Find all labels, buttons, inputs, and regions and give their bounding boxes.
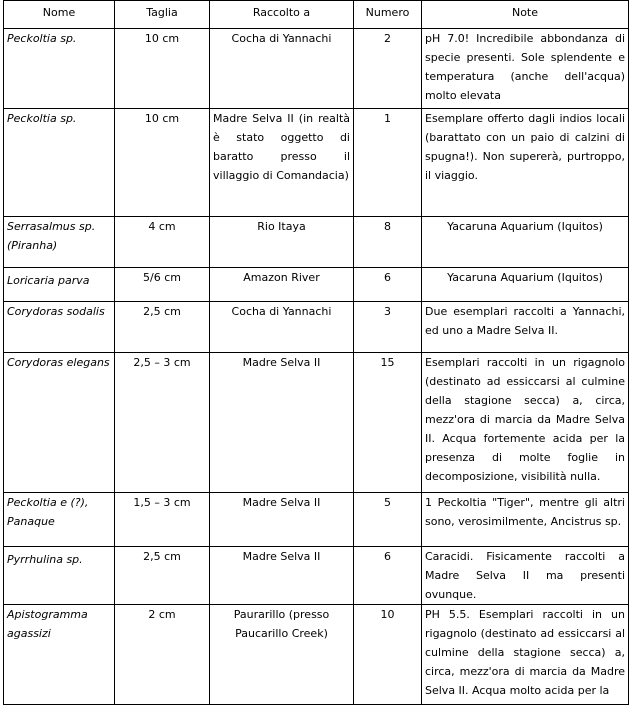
cell-nome: Peckoltia sp. xyxy=(4,29,115,109)
cell-raccolto: Cocha di Yannachi xyxy=(210,302,354,353)
cell-nome: Corydoras sodalis xyxy=(4,302,115,353)
table-row xyxy=(4,268,629,302)
cell-numero: 6 xyxy=(354,547,422,605)
cell-note: 1 Peckoltia "Tiger", mentre gli altri sono, verosimilmente, Ancistrus sp. xyxy=(422,493,629,547)
cell-raccolto: Madre Selva II xyxy=(210,493,354,547)
cell-taglia: 10 cm xyxy=(115,109,210,217)
table-row xyxy=(4,547,629,605)
header-raccolto: Raccolto a xyxy=(210,1,354,29)
cell-note: PH 5.5. Esemplari raccolti in un rigagnolo (destinato ad essiccarsi al culmine della stagione secca) a, circa, mezz'ora di marcia da Madre Selva II. Acqua molto acida per la xyxy=(422,605,629,705)
header-note: Note xyxy=(422,1,629,29)
cell-numero: 15 xyxy=(354,353,422,493)
fish-table xyxy=(3,0,629,705)
cell-numero: 1 xyxy=(354,109,422,217)
cell-taglia: 2,5 cm xyxy=(115,302,210,353)
header-nome: Nome xyxy=(4,1,115,29)
cell-nome: Peckoltia sp. xyxy=(4,109,115,217)
cell-numero: 5 xyxy=(354,493,422,547)
table-row xyxy=(4,353,629,493)
cell-note: Due esemplari raccolti a Yannachi, ed uno a Madre Selva II. xyxy=(422,302,629,353)
cell-raccolto: Paurarillo (presso Paucarillo Creek) xyxy=(210,605,354,705)
cell-numero: 10 xyxy=(354,605,422,705)
cell-taglia: 1,5 – 3 cm xyxy=(115,493,210,547)
cell-numero: 2 xyxy=(354,29,422,109)
table-row xyxy=(4,493,629,547)
table-row xyxy=(4,29,629,109)
cell-note: Esemplari raccolti in un rigagnolo (destinato ad essiccarsi al culmine della stagione secca) a, circa, mezz'ora di marcia da Madre Selva II. Acqua fortemente acida per la presenza di molte foglie in decomposizione, visibilità nulla. xyxy=(422,353,629,493)
cell-raccolto: Madre Selva II (in realtà è stato oggetto di baratto presso il villaggio di Comandacia) xyxy=(210,109,354,217)
cell-numero: 6 xyxy=(354,268,422,302)
cell-raccolto: Rio Itaya xyxy=(210,217,354,268)
cell-nome: Apistogramma agassizi xyxy=(4,605,115,705)
table-row xyxy=(4,109,629,217)
cell-taglia: 2,5 cm xyxy=(115,547,210,605)
cell-raccolto: Madre Selva II xyxy=(210,353,354,493)
header-row xyxy=(4,1,629,29)
cell-taglia: 5/6 cm xyxy=(115,268,210,302)
cell-nome: Serrasalmus sp. (Piranha) xyxy=(4,217,115,268)
cell-note: Caracidi. Fisicamente raccolti a Madre Selva II ma presenti ovunque. xyxy=(422,547,629,605)
cell-raccolto: Cocha di Yannachi xyxy=(210,29,354,109)
cell-note: Esemplare offerto dagli indios locali (barattato con un paio di calzini di spugna!). Non supererà, purtroppo, il viaggio. xyxy=(422,109,629,217)
table-row xyxy=(4,605,629,705)
cell-nome: Pyrrhulina sp. xyxy=(4,547,115,605)
table-row xyxy=(4,217,629,268)
cell-taglia: 2,5 – 3 cm xyxy=(115,353,210,493)
cell-taglia: 10 cm xyxy=(115,29,210,109)
cell-note: Yacaruna Aquarium (Iquitos) xyxy=(422,217,629,268)
header-numero: Numero xyxy=(354,1,422,29)
cell-nome: Corydoras elegans xyxy=(4,353,115,493)
cell-note: Yacaruna Aquarium (Iquitos) xyxy=(422,268,629,302)
cell-taglia: 2 cm xyxy=(115,605,210,705)
cell-nome: Loricaria parva xyxy=(4,268,115,302)
cell-numero: 3 xyxy=(354,302,422,353)
cell-raccolto: Amazon River xyxy=(210,268,354,302)
cell-numero: 8 xyxy=(354,217,422,268)
cell-raccolto: Madre Selva II xyxy=(210,547,354,605)
cell-nome: Peckoltia e (?), Panaque xyxy=(4,493,115,547)
cell-note: pH 7.0! Incredibile abbondanza di specie presenti. Sole splendente e temperatura (anche dell'acqua) molto elevata xyxy=(422,29,629,109)
table-row xyxy=(4,302,629,353)
header-taglia: Taglia xyxy=(115,1,210,29)
cell-taglia: 4 cm xyxy=(115,217,210,268)
